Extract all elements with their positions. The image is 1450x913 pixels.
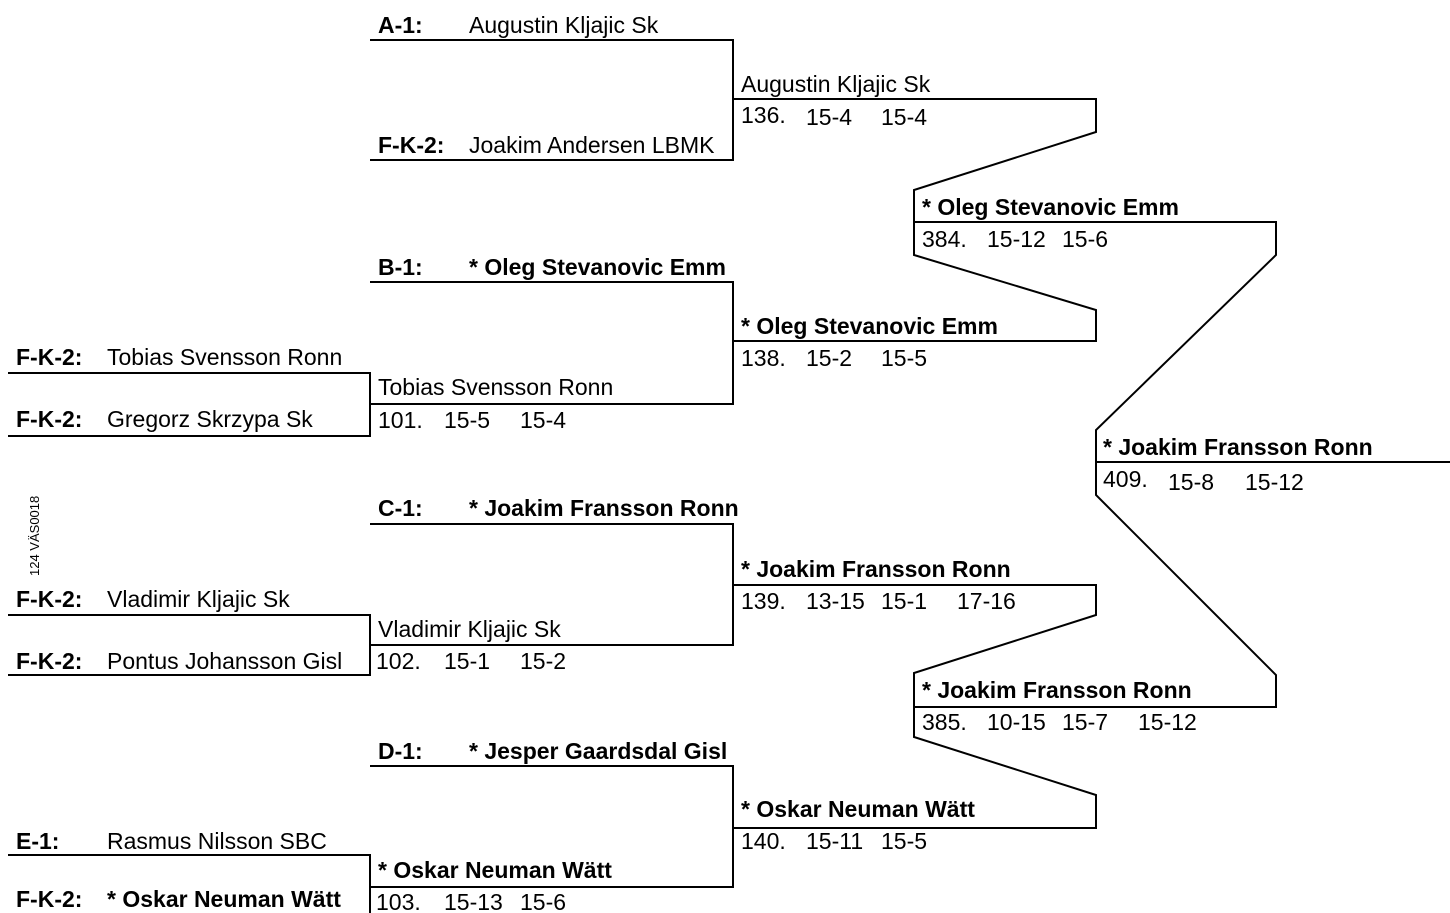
match-winner: * Oleg Stevanovic Emm [922, 194, 1179, 220]
seed-code: F-K-2: [16, 586, 83, 612]
match-score: 15-12 [1138, 709, 1197, 735]
match-score: 15-11 [806, 828, 864, 854]
match-number: 384. [922, 226, 967, 252]
match-score: 10-15 [987, 709, 1046, 735]
seed-code: D-1: [378, 738, 423, 764]
match-score: 15-4 [520, 407, 567, 433]
match-winner: Tobias Svensson Ronn [378, 374, 614, 400]
match-winner: * Oskar Neuman Wätt [378, 857, 612, 883]
player-name: Joakim Andersen LBMK [469, 132, 715, 158]
seed-code: E-1: [16, 828, 60, 854]
match-score: 15-6 [1062, 226, 1109, 252]
player-name: Pontus Johansson Gisl [107, 648, 343, 674]
match-number: 140. [741, 828, 786, 854]
match-winner: Vladimir Kljajic Sk [378, 616, 561, 642]
match-winner: * Oskar Neuman Wätt [741, 796, 975, 822]
match-score: 13-15 [806, 588, 865, 614]
match-number: 101. [378, 407, 423, 433]
match-number: 139. [741, 588, 786, 614]
match-number: 136. [741, 102, 786, 128]
seed-code: B-1: [378, 254, 423, 280]
player-name: * Oskar Neuman Wätt [107, 886, 341, 912]
match-winner: * Joakim Fransson Ronn [922, 677, 1192, 703]
match-winner: * Joakim Fransson Ronn [1103, 434, 1373, 460]
seed-code: C-1: [378, 495, 423, 521]
seed-code: F-K-2: [16, 406, 83, 432]
match-number: 409. [1103, 466, 1148, 492]
seed-code: A-1: [378, 12, 423, 38]
match-number: 103. [376, 889, 421, 913]
player-name: Vladimir Kljajic Sk [107, 586, 290, 612]
match-score: 15-5 [444, 407, 491, 433]
match-score: 15-1 [881, 588, 928, 614]
player-name: Tobias Svensson Ronn [107, 344, 343, 370]
player-name: Augustin Kljajic Sk [469, 12, 659, 38]
seed-code: F-K-2: [378, 132, 445, 158]
match-score: 15-1 [444, 648, 491, 674]
match-score: 15-12 [1245, 469, 1304, 495]
match-score: 15-4 [806, 104, 853, 130]
player-name: * Oleg Stevanovic Emm [469, 254, 726, 280]
seed-code: F-K-2: [16, 648, 83, 674]
match-score: 15-12 [987, 226, 1046, 252]
match-winner: * Oleg Stevanovic Emm [741, 313, 998, 339]
match-score: 15-4 [881, 104, 928, 130]
match-score: 15-2 [520, 648, 567, 674]
match-number: 385. [922, 709, 967, 735]
bracket-connector-409 [914, 222, 1276, 707]
match-number: 102. [376, 648, 421, 674]
player-name: * Jesper Gaardsdal Gisl [469, 738, 728, 764]
event-side-label: 124 VÄS0018 [27, 495, 42, 576]
match-score: 15-6 [520, 889, 567, 913]
match-score: 15-7 [1062, 709, 1109, 735]
seed-code: F-K-2: [16, 886, 83, 912]
match-score: 15-2 [806, 345, 853, 371]
player-name: * Joakim Fransson Ronn [469, 495, 739, 521]
seed-code: F-K-2: [16, 344, 83, 370]
match-score: 15-5 [881, 345, 928, 371]
player-name: Gregorz Skrzypa Sk [107, 406, 313, 432]
match-score: 15-8 [1168, 469, 1215, 495]
match-number: 138. [741, 345, 786, 371]
match-score: 15-13 [444, 889, 503, 913]
match-score: 15-5 [881, 828, 928, 854]
match-score: 17-16 [957, 588, 1016, 614]
player-name: Rasmus Nilsson SBC [107, 828, 327, 854]
match-winner: * Joakim Fransson Ronn [741, 556, 1011, 582]
match-winner: Augustin Kljajic Sk [741, 71, 931, 97]
bracket-connector-384 [733, 99, 1096, 341]
